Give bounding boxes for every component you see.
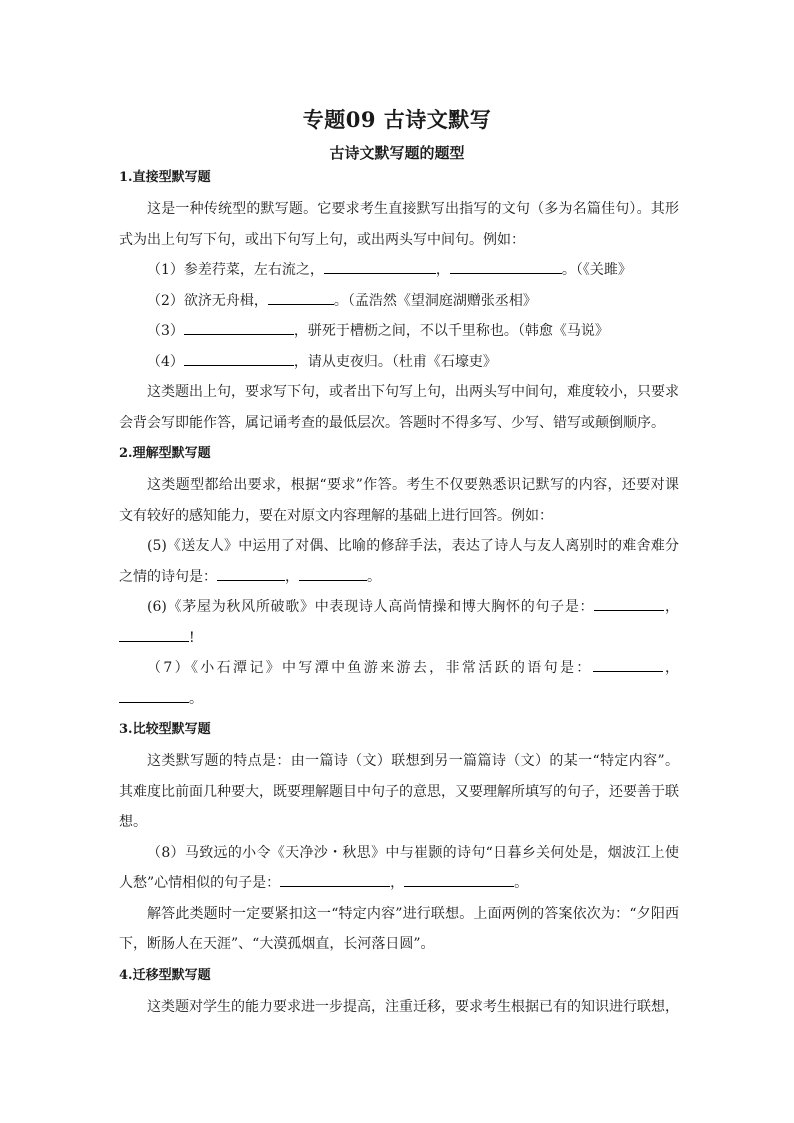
punctuation: 。 bbox=[189, 690, 203, 707]
answer-blank[interactable] bbox=[324, 258, 436, 274]
answer-blank[interactable] bbox=[119, 626, 189, 642]
question-3-text: ，骈死于槽枥之间，不以千里称也。（韩愈《马说》 bbox=[293, 323, 609, 339]
document-body bbox=[119, 162, 679, 1022]
question-5-text: (5)《送友人》中运用了对偶、比喻的修辞手法，表达了诗人与友人离别时的难舍难分之情的诗句是： bbox=[119, 538, 679, 585]
answer-blank[interactable] bbox=[450, 258, 562, 274]
question-4 bbox=[119, 347, 679, 378]
section-2-intro: 这类题型都给出要求，根据“要求”作答。考生不仅要熟悉识记默写的内容，还要对课文有较好的感知能力，要在对原文内容理解的基础上进行回答。例如： bbox=[119, 477, 679, 524]
punctuation: ， bbox=[435, 262, 450, 278]
question-3-number: （3） bbox=[147, 323, 184, 339]
punctuation: ， bbox=[390, 875, 405, 891]
question-1-source: 。（《关雎》 bbox=[561, 262, 632, 278]
answer-blank[interactable] bbox=[217, 565, 285, 581]
punctuation: 。 bbox=[514, 875, 529, 891]
answer-blank[interactable] bbox=[119, 687, 189, 703]
question-1-text: （1）参差荇菜，左右流之， bbox=[147, 262, 324, 278]
section-1-summary: 这类题出上句，要求写下句，或者出下句写上句，出两头写中间句，难度较小，只要求会背会写即能作答，属记诵考查的最低层次。答题时不得多写、少写、错写或颠倒顺序。 bbox=[119, 384, 679, 431]
section-3-summary: 解答此类题时一定要紧扣这一“特定内容”进行联想。上面两例的答案依次为：“夕阳西下，断肠人在天涯”、“大漠孤烟直，长河落日圆”。 bbox=[119, 905, 679, 952]
answer-blank[interactable] bbox=[404, 871, 514, 887]
question-8-text: （8）马致远的小令《天净沙・秋思》中与崔颢的诗句“日暮乡关何处是，烟波江上使人愁”心情相似的句子是： bbox=[119, 844, 679, 891]
question-6-text: (6)《茅屋为秋风所破歌》中表现诗人高尚情操和博大胸怀的句子是： bbox=[147, 599, 595, 615]
section-3-heading: 3.比较型默写题 bbox=[119, 722, 211, 737]
answer-blank[interactable] bbox=[594, 595, 664, 611]
section-1-intro: 这是一种传统型的默写题。它要求考生直接默写出指写的文句（多为名篇佳句）。其形式为出上句写下句，或出下句写上句，或出两头写中间句。例如： bbox=[119, 201, 679, 248]
punctuation: ， bbox=[285, 568, 299, 585]
question-3 bbox=[119, 316, 679, 347]
question-2-source: 。（孟浩然《望洞庭湖赠张丞相》 bbox=[333, 292, 537, 309]
question-2-text: （2）欲济无舟楫， bbox=[147, 292, 268, 309]
section-3-intro: 这类默写题的特点是：由一篇诗（文）联想到另一篇篇诗（文）的某一“特定内容”。其难度比前面几种要大，既要理解题目中句子的意思，又要理解所填写的句子，还要善于联想。 bbox=[119, 753, 679, 830]
section-2-heading: 2.理解型默写题 bbox=[119, 446, 211, 461]
punctuation: ， bbox=[662, 660, 680, 676]
answer-blank[interactable] bbox=[184, 319, 294, 335]
question-2 bbox=[119, 286, 679, 317]
section-1-heading: 1.直接型默写题 bbox=[119, 170, 211, 185]
question-7 bbox=[119, 653, 679, 714]
answer-blank[interactable] bbox=[280, 871, 390, 887]
question-4-number: （4） bbox=[147, 353, 184, 370]
document-subtitle: 古诗文默写题的题型 bbox=[329, 144, 465, 162]
answer-blank[interactable] bbox=[299, 565, 367, 581]
answer-blank[interactable] bbox=[593, 656, 663, 672]
punctuation: ! bbox=[189, 629, 195, 646]
answer-blank[interactable] bbox=[184, 350, 294, 366]
question-8 bbox=[119, 838, 679, 899]
punctuation: ， bbox=[664, 599, 679, 615]
question-4-text: ，请从吏夜归。（杜甫《石壕吏》 bbox=[293, 353, 497, 370]
question-1 bbox=[119, 255, 679, 286]
punctuation: 。 bbox=[367, 568, 381, 585]
section-4-heading: 4.迁移型默写题 bbox=[119, 967, 211, 983]
question-5 bbox=[119, 531, 679, 592]
section-4-intro: 这类题对学生的能力要求进一步提高，注重迁移，要求考生根据已有的知识进行联想， bbox=[147, 998, 679, 1015]
document-title: 专题09 古诗文默写 bbox=[302, 107, 492, 132]
answer-blank[interactable] bbox=[268, 289, 334, 305]
question-7-text: （7）《小石潭记》中写潭中鱼游来游去，非常活跃的语句是： bbox=[147, 660, 593, 676]
question-6 bbox=[119, 592, 679, 653]
